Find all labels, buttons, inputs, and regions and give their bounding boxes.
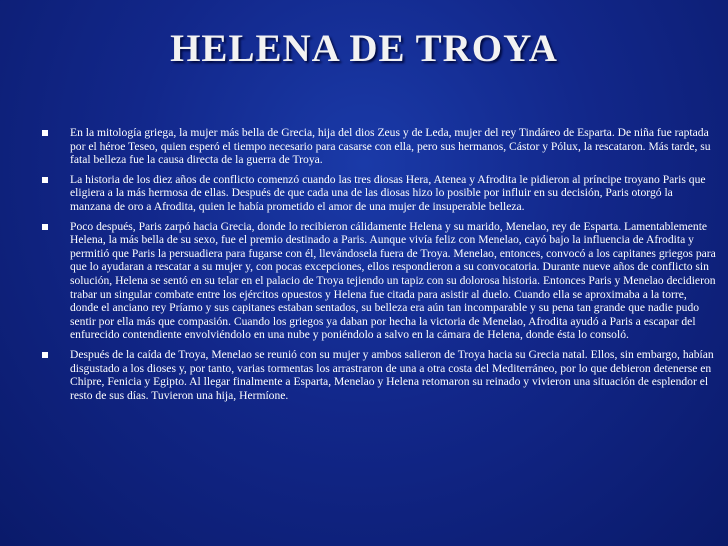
bullet-text: En la mitología griega, la mujer más bella de Grecia, hija del dios Zeus y de Leda, mujer del rey Tindáreo de Esparta. De niña fue raptada por el héroe Teseo, quien esperó el tiempo necesario para casarse con ella, pero sus hermanos, Cástor y Pólux, la rescataron. Más tarde, su fatal belleza fue la causa directa de la guerra de Troya. bbox=[70, 126, 711, 167]
slide-title: HELENA DE TROYA bbox=[170, 27, 558, 70]
square-bullet-icon bbox=[42, 130, 48, 136]
square-bullet-icon bbox=[42, 177, 48, 183]
bullet-text: Poco después, Paris zarpó hacia Grecia, donde lo recibieron cálidamente Helena y su marido, Menelao, rey de Esparta. Lamentablemente Helena, la más bella de su sexo, fue el premio destinado a Paris. Aunque vivía feliz con Menelao, cayó bajo la influencia de Afrodita y permitió que Paris la persuadiera para fugarse con él, llevándosela fuera de Troya. Menelao, entonces, convocó a los capitanes griegos para que lo ayudaran a rescatar a su mujer y, con pocas excepciones, ellos respondieron a su convocatoria. Durante nueve años de conflicto sin solución, Helena se sentó en su telar en el palacio de Troya tejiendo un tapiz con su dolorosa historia. Entonces Paris y Menelao decidieron trabar un singular combate entre los ejércitos opuestos y Helena fue citada para asistir al duelo. Cuando ella se aproximaba a la torre, donde el anciano rey Príamo y sus capitanes estaban sentados, su belleza era aún tan incomparable y su pena tan grande que nadie pudo sentir por ella más que compasión. Cuando los griegos ya daban por hecha la victoria de Menelao, Afrodita ayudó a Paris a escapar del enfurecido contendiente envolviéndolo en una nube y poniéndolo a salvo en la cámara de Helena, donde ésta lo consoló. bbox=[70, 219, 716, 342]
bullet-item-2 bbox=[40, 173, 716, 214]
bullet-list bbox=[40, 126, 716, 408]
bullet-item-4 bbox=[40, 348, 716, 402]
bullet-text: Después de la caída de Troya, Menelao se reunió con su mujer y ambos salieron de Troya hacia su Grecia natal. Ellos, sin embargo, habían disgustado a los dioses y, por tanto, varias tormentas los arrastraron de una a otra costa del Mediterráneo, por lo que debieron detenerse en Chipre, Fenicia y Egipto. Al llegar finalmente a Esparta, Menelao y Helena retomaron su reinado y vivieron una situación de esplendor el resto de sus días. Tuvieron una hija, Hermíone. bbox=[70, 347, 714, 402]
bullet-item-3 bbox=[40, 220, 716, 342]
bullet-text: La historia de los diez años de conflicto comenzó cuando las tres diosas Hera, Atenea y Afrodita le pidieron al príncipe troyano Paris que eligiera a la más hermosa de ellas. Después de que cada una de las diosas hizo lo posible por influir en su decisión, Paris otorgó la manzana de oro a Afrodita, quien le había prometido el amor de una mujer de insuperable belleza. bbox=[70, 172, 706, 213]
square-bullet-icon bbox=[42, 224, 48, 230]
bullet-item-1 bbox=[40, 126, 716, 167]
square-bullet-icon bbox=[42, 352, 48, 358]
